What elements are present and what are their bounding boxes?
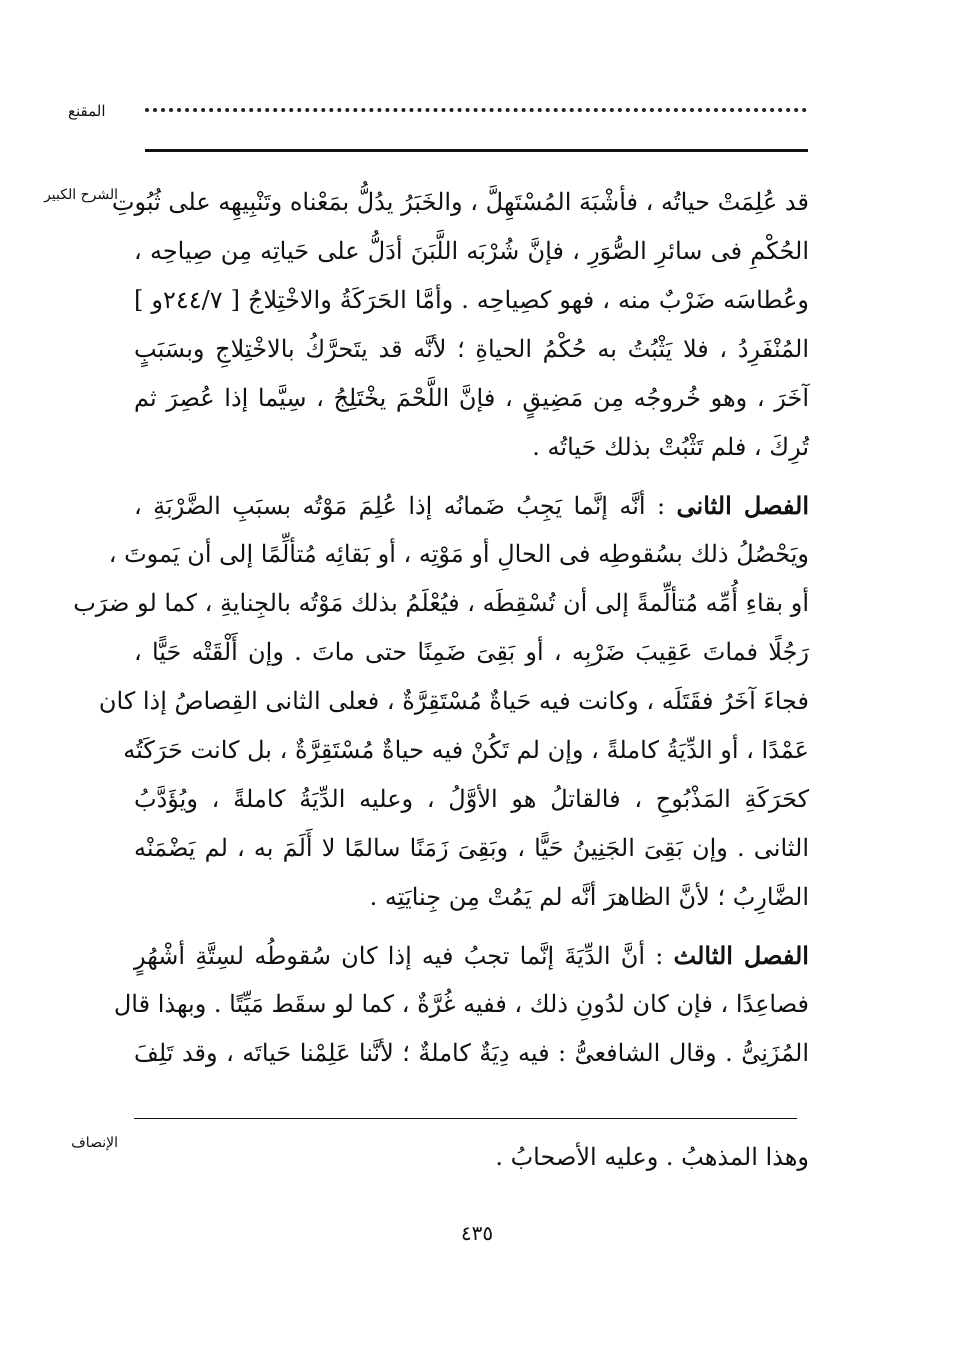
paragraph-2 [73, 481, 810, 922]
text-line: آخَرَ ، وهو خُروجُه مِن مَضِيقٍ ، فإنَّ اللَّحْمَ يخْتَلِجُ ، سِيَّما إذا عُصِرَ ثم [134, 384, 809, 412]
text-line: الضَّارِبُ ؛ لأنَّ الظاهرَ أنَّه لم يَمُتْ مِن جِنايَتِه . [369, 883, 809, 911]
paragraph-1 [111, 178, 809, 472]
text-line: رَجُلًا فماتَ عَقِيبَ ضَرْبِه ، أو بَقِىَ ضَمِنًا حتى ماتَ . وإن أَلْقَتْه حَيًّا ، [134, 638, 809, 666]
header-dotted-leader [145, 108, 807, 132]
paragraph-gap [134, 922, 809, 931]
margin-label-commentary: الشرح الكبير [44, 187, 118, 203]
text-line: كحَرَكَةِ المَذْبُوحِ ، فالقاتلُ هو الأوَّلُ ، وعليه الدِّيَةُ كاملةً ، ويُؤَدَّبُ [134, 785, 810, 813]
section-divider-rule [134, 1118, 797, 1119]
paragraph-gap [134, 472, 809, 481]
header-rule [145, 149, 808, 152]
text-line: الحُكْمِ فى سائرِ الصُّوَرِ ، فإنَّ شُرْبَه اللَّبَنَ أدَلُّ على حَياتِه مِن صِياحِه ، [134, 237, 809, 265]
running-header-title: المقنع [68, 102, 106, 120]
text-line: عَمْدًا ، أو الدِّيَةُ كاملةً ، وإن لم تَكُنْ فيه حياةٌ مُسْتَقِرَّةٌ ، بل كانت حَرَكَتُه [123, 736, 809, 764]
text-fragment: : أنَّ الدِّيَةَ إنَّما تجبُ فيه إذا كان سُقوطُه لسِتَّةِ أشْهُرٍ [134, 942, 664, 970]
page-number: ٤٣٥ [460, 1221, 494, 1245]
text-fragment: : أنَّه إنَّما يَجِبُ ضَمانُه إذا عُلِمَ مَوْتُه بسبَبِ الضَّرْبَةِ ، [134, 492, 666, 520]
text-line: أو بقاءِ أُمِّه مُتألِّمةً إلى أن تُسْقِطَه ، فيُعْلَمُ بذلك مَوْتُه بالجِنايةِ ، كما لو ضرَب [73, 589, 809, 617]
margin-label-insaf: الإنصاف [71, 1135, 118, 1151]
text-line [134, 481, 809, 530]
section-heading: الفصل الثالث [673, 941, 809, 970]
text-line: المُزَنِىُّ . وقال الشافعىُّ : فيه دِيَةٌ كاملةٌ ؛ لأنَّنا عَلِمْنا حَياتَه ، وقد تَلِفَ [134, 1039, 809, 1067]
text-line: فصاعِدًا ، فإن كان لدُونِ ذلك ، ففيه غُرَّةٌ ، كما لو سقَط مَيِّتًا . وبهذا قال [113, 990, 809, 1018]
text-line: الثانى . وإن بَقِىَ الجَنِينُ حَيًّا ، وبَقِىَ زَمَنًا سالمًا لا أَلَمَ به ، لم يَضْمَنْه [134, 834, 809, 862]
text-line [134, 931, 809, 980]
text-line: ويَحْصُلُ ذلك بسُقوطِه فى الحالِ أو مَوْتِه ، أو بَقائِه مُتألِّمًا إلى أن يَموتَ ، [108, 540, 809, 568]
text-line: قد عُلِمَتْ حياتُه ، فأشْبَهَ المُسْتَهِلَّ ، والخَبَرُ يدُلُّ بمَعْناه وتَنْبِيهِه على ثُبُوتِ [111, 188, 809, 216]
text-line: فجاءَ آخَرُ فقَتَلَه ، وكانت فيه حَياةٌ مُسْتَقِرَّةٌ ، فعلى الثانى القِصاصُ إذا كان [98, 687, 809, 715]
text-line: المُنْفَرِدُ ، فلا يَثْبُتُ به حُكْمُ الحياةِ ؛ لأنَّه قد يتَحرَّكُ بالاخْتِلاجِ وبسَبَبٍ [134, 335, 809, 363]
insaf-text: وهذا المذهبُ . وعليه الأصحابُ . [495, 1143, 809, 1171]
text-line: تُرِكَ ، فلم تَثْبُتْ بذلك حَياتُه . [532, 433, 809, 461]
text-line: وعُطاسَه ضَرْبٌ منه ، فهو كصِياحِه . وأمَّا الحَرَكَةُ والاخْتِلاجُ [ ٢٤٤/٧و ] [134, 286, 809, 314]
section-heading: الفصل الثانى [676, 491, 809, 520]
paragraph-3 [113, 931, 809, 1078]
